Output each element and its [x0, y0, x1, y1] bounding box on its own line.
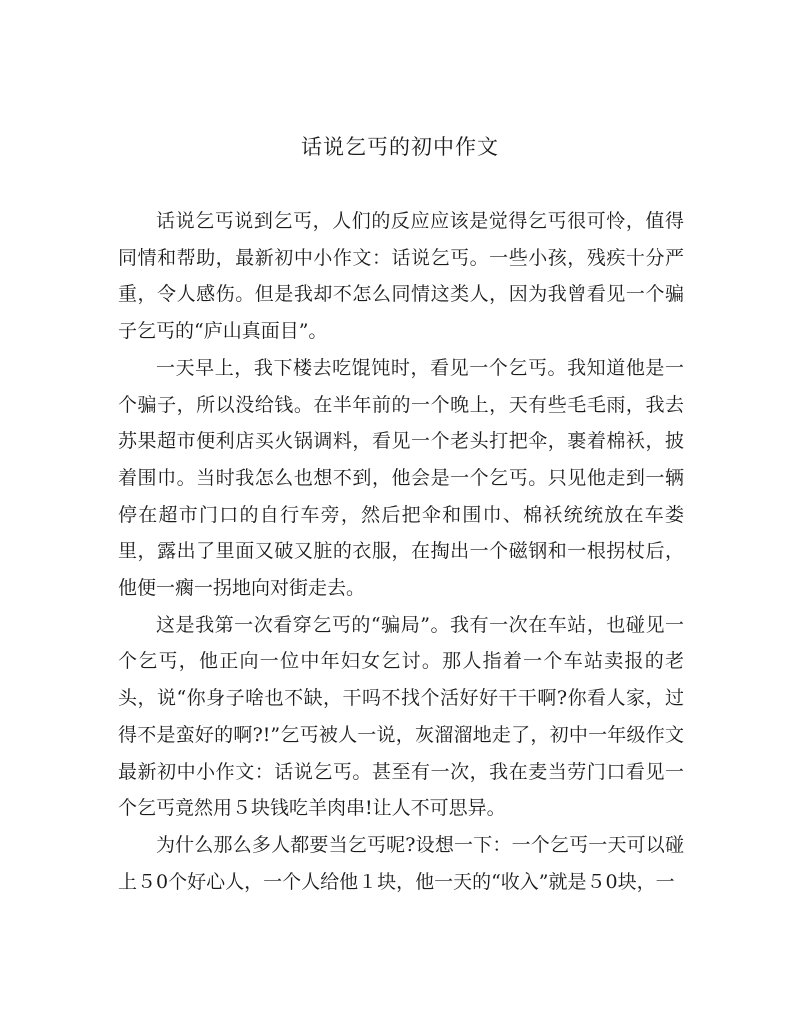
document-title: 话说乞丐的初中作文: [301, 135, 499, 159]
paragraph-2: 一天早上，我下楼去吃馄饨时，看见一个乞丐。我知道他是一个骗子，所以没给钱。在半年前的一个晚上，天有些毛毛雨，我去苏果超市便利店买火锅调料，看见一个老头打把伞，裹着棉袄，披着围巾。当时我怎么也想不到，他会是一个乞丐。只见他走到一辆停在超市门口的自行车旁，然后把伞和围巾、棉袄统统放在车娄里，露出了里面又破又脏的衣服，在掏出一个磁钢和一根拐杖后，他便一瘸一拐地向对街走去。: [118, 356, 684, 600]
paragraph-1: 话说乞丐说到乞丐，人们的反应应该是觉得乞丐很可怜，值得同情和帮助，最新初中小作文：话说乞丐。一些小孩，残疾十分严重，令人感伤。但是我却不怎么同情这类人，因为我曾看见一个骗子乞丐的“庐山真面目”。: [118, 210, 684, 343]
document-body: [118, 203, 684, 900]
paragraph-4: 为什么那么多人都要当乞丐呢?设想一下：一个乞丐一天可以碰上５0个好心人，一个人给他１块，他一天的“收入”就是５0块，一: [118, 833, 684, 893]
paragraph-3: 这是我第一次看穿乞丐的“骗局”。我有一次在车站，也碰见一个乞丐，他正向一位中年妇女乞讨。那人指着一个车站卖报的老头，说“你身子啥也不缺，干吗不找个活好好干干啊?你看人家，过得不是蛮好的啊?!”乞丐被人一说，灰溜溜地走了，初中一年级作文最新初中小作文：话说乞丐。甚至有一次，我在麦当劳门口看见一个乞丐竟然用５块钱吃羊肉串!让人不可思异。: [118, 613, 684, 820]
